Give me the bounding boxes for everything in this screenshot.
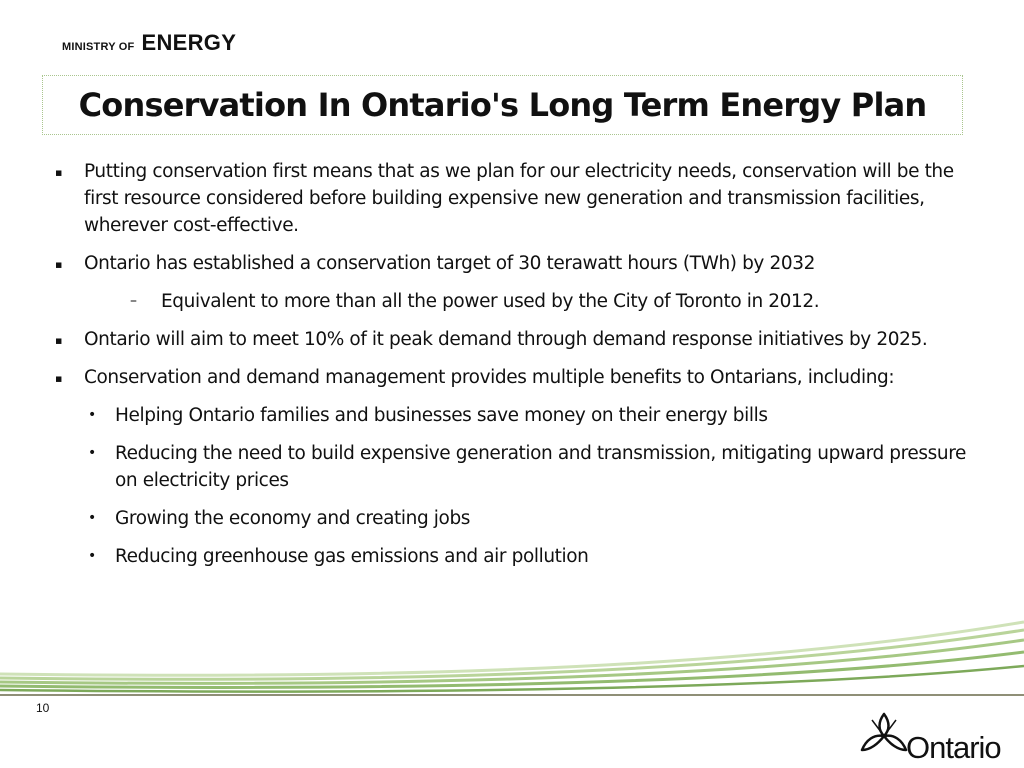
dot-bullet-icon: •	[88, 510, 96, 526]
bullet-item	[48, 158, 978, 239]
trillium-icon	[858, 710, 910, 760]
square-bullet-icon: ▪	[55, 166, 63, 179]
square-bullet-icon: ▪	[55, 334, 63, 347]
dot-bullet-icon: •	[88, 445, 96, 461]
square-bullet-icon: ▪	[55, 258, 63, 271]
slide-body	[48, 158, 978, 581]
dash-bullet-icon: –	[130, 293, 137, 309]
bullet-text: Reducing greenhouse gas emissions and air pollution	[115, 546, 589, 567]
sub-bullet-item	[48, 505, 978, 532]
ministry-prefix: MINISTRY OF	[62, 41, 135, 53]
bullet-item	[48, 250, 978, 277]
square-bullet-icon: ▪	[55, 372, 63, 385]
ministry-name: ENERGY	[141, 30, 237, 55]
sub-bullet-item	[48, 288, 978, 315]
dot-bullet-icon: •	[88, 407, 96, 423]
ontario-logo	[858, 710, 1008, 766]
slide-title: Conservation In Ontario's Long Term Energy Plan	[78, 86, 927, 124]
sub-bullet-item	[48, 402, 978, 429]
bullet-text: Growing the economy and creating jobs	[115, 508, 471, 529]
bullet-text: Putting conservation first means that as we plan for our electricity needs, conservation will be the first resource considered before building expensive new generation and transmission facilities, wherever cost-effective.	[84, 161, 954, 236]
sub-bullet-item	[48, 543, 978, 570]
bullet-text: Equivalent to more than all the power used by the City of Toronto in 2012.	[161, 291, 820, 312]
title-placeholder	[42, 75, 963, 135]
footer-swoosh-decoration	[0, 610, 1024, 710]
ministry-header	[62, 30, 236, 56]
page-number: 10	[36, 701, 50, 715]
dot-bullet-icon: •	[88, 548, 96, 564]
bullet-item	[48, 326, 978, 353]
bullet-text: Conservation and demand management provides multiple benefits to Ontarians, including:	[84, 367, 895, 388]
bullet-text: Ontario has established a conservation target of 30 terawatt hours (TWh) by 2032	[84, 253, 815, 274]
bullet-item	[48, 364, 978, 391]
sub-bullet-item	[48, 440, 978, 494]
logo-wordmark: Ontario	[906, 730, 1001, 765]
bullet-text: Reducing the need to build expensive generation and transmission, mitigating upward pressure on electricity prices	[115, 443, 967, 491]
bullet-text: Ontario will aim to meet 10% of it peak demand through demand response initiatives by 2025.	[84, 329, 928, 350]
bullet-text: Helping Ontario families and businesses save money on their energy bills	[115, 405, 768, 426]
